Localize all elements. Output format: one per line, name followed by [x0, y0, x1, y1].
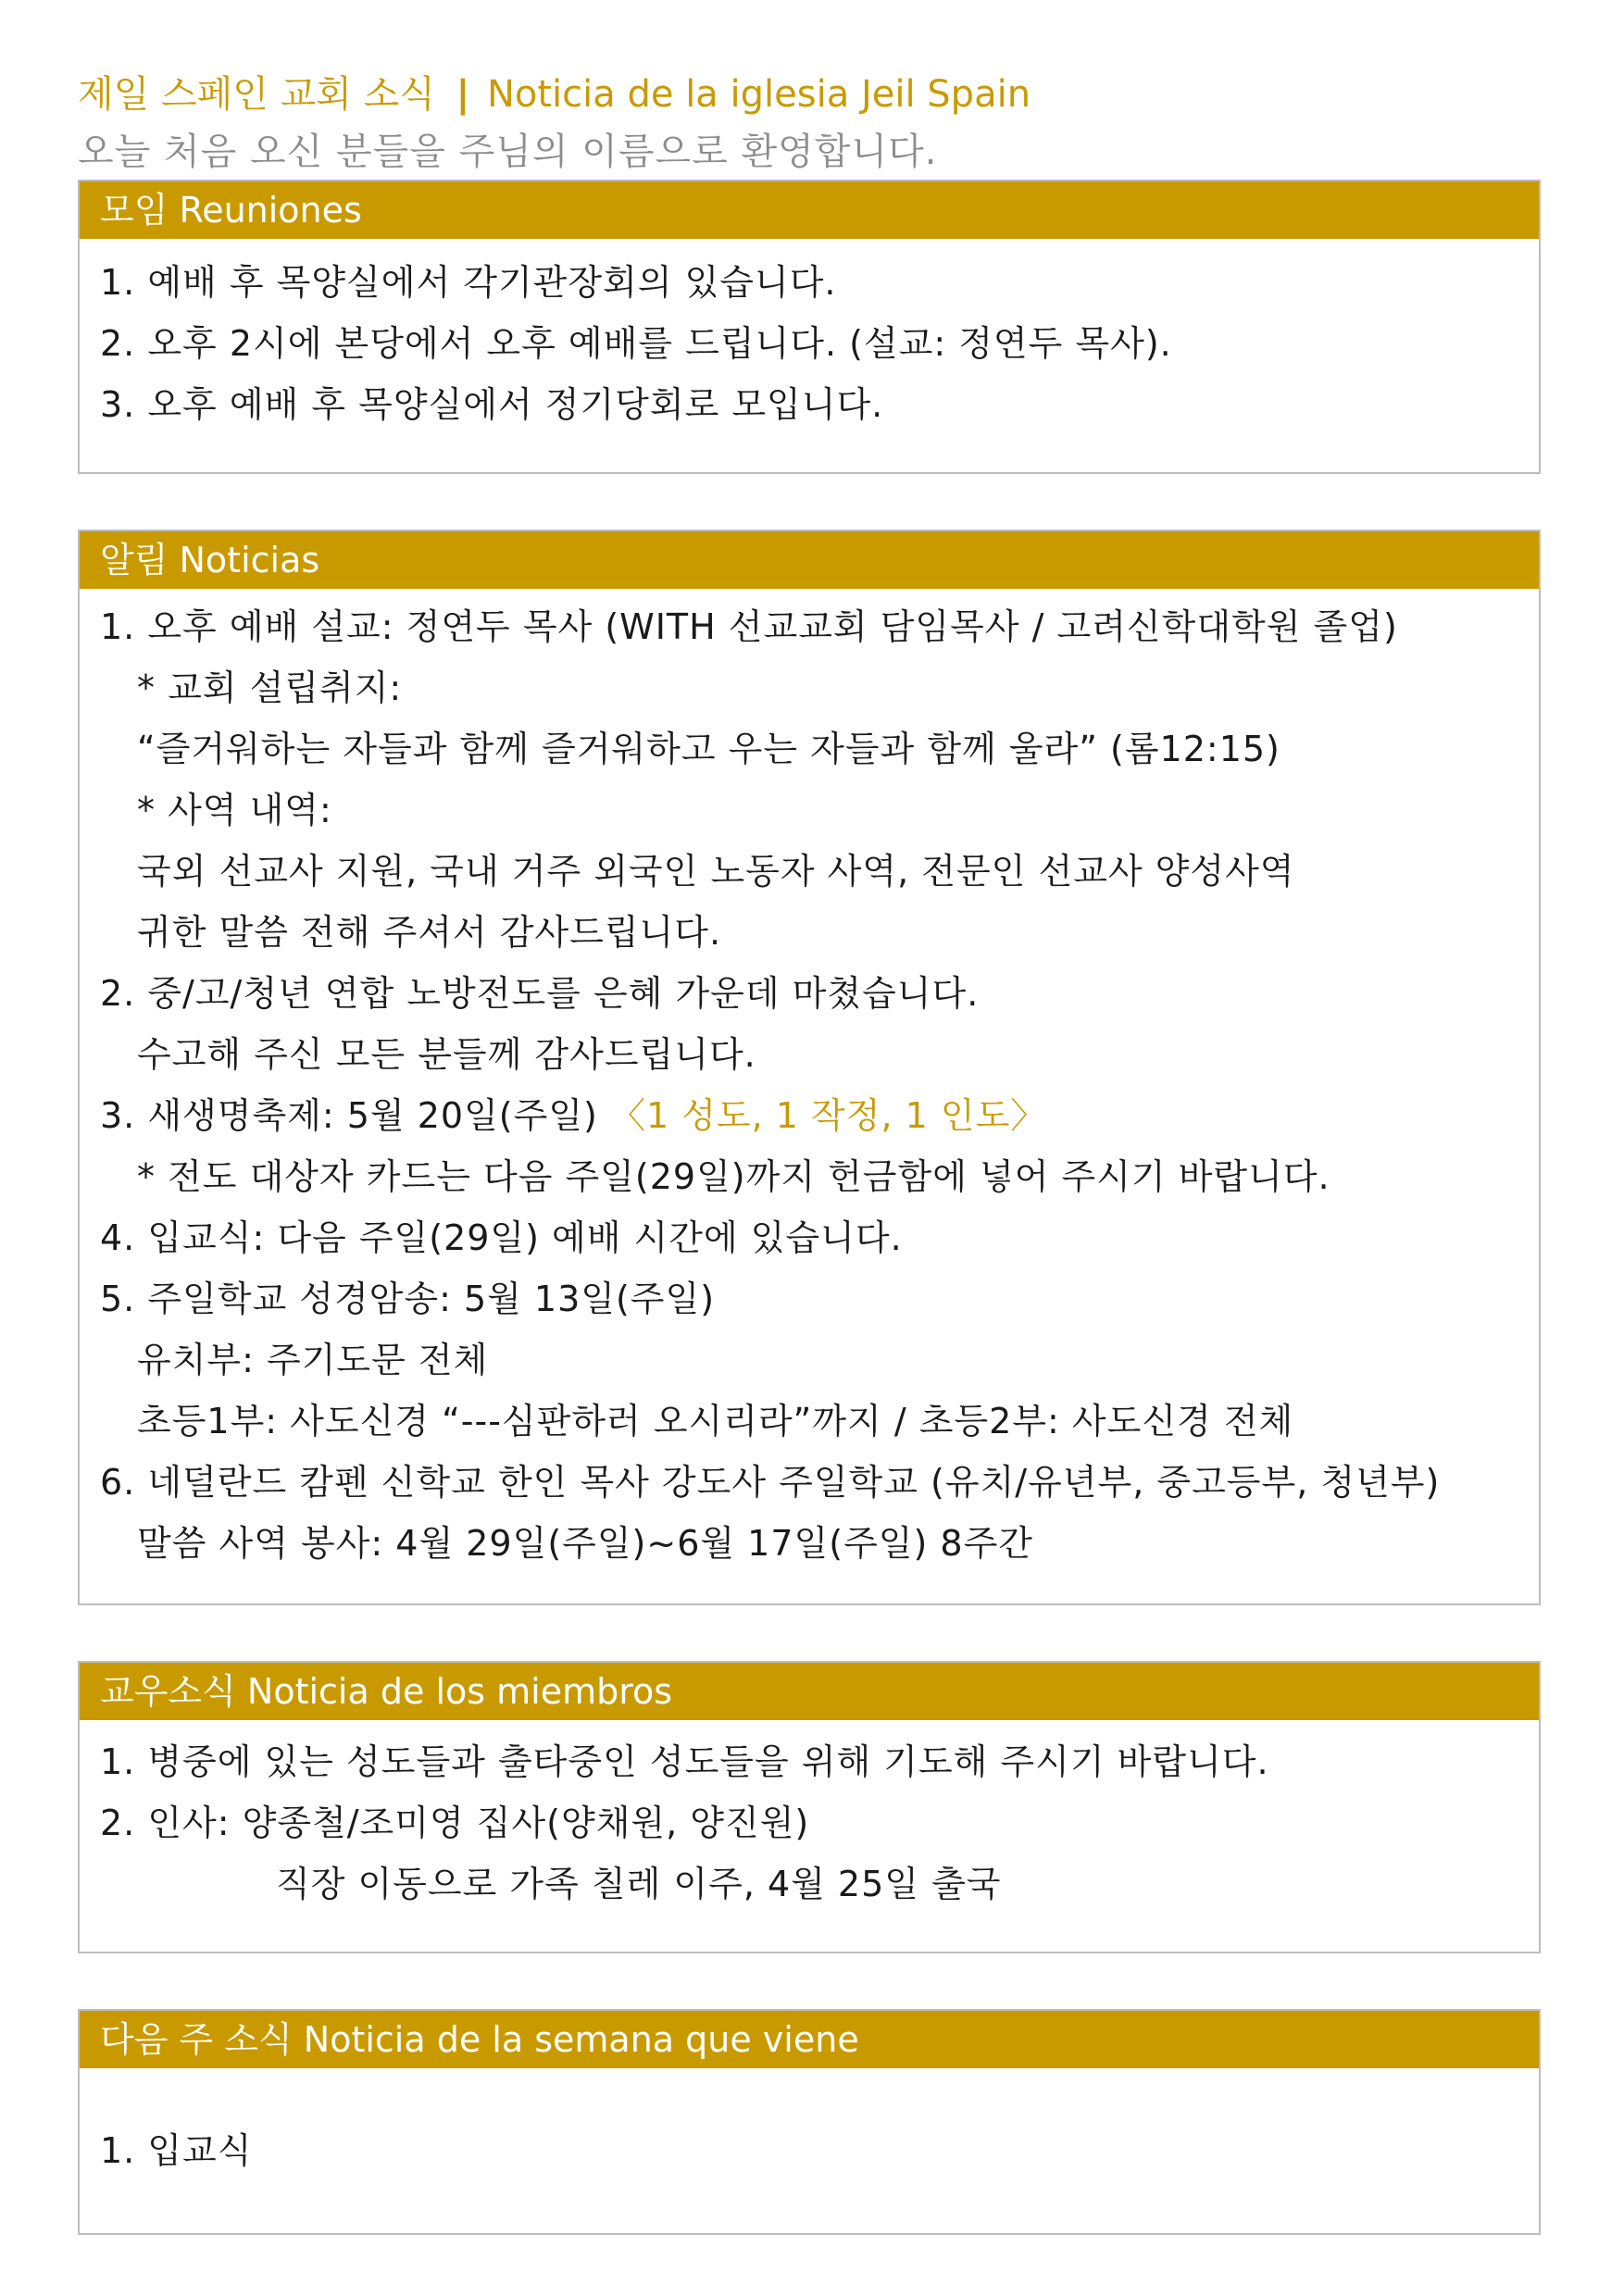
list-item: 2. 중/고/청년 연합 노방전도를 은혜 가운데 마쳤습니다. [100, 973, 980, 1014]
list-item: 초등1부: 사도신경 “---심판하러 오시리라”까지 / 초등2부: 사도신경 전체 [137, 1401, 1294, 1441]
section-noticias [78, 530, 1541, 1605]
title-korean: 제일 스페인 교회 소식 [78, 73, 435, 116]
list-item: “즐거워하는 자들과 함께 즐거워하고 우는 자들과 함께 울라” (롬12:15) [137, 729, 1280, 769]
list-item: 1. 입교식 [100, 2130, 253, 2171]
list-item: * 전도 대상자 카드는 다음 주일(29일)까지 헌금함에 넣어 주시기 바랍니다. [137, 1156, 1330, 1197]
section-heading-reuniones: 모임 Reuniones [80, 181, 1539, 239]
section-heading-miembros: 교우소식 Noticia de los miembros [80, 1663, 1539, 1720]
list-item: * 사역 내역: [137, 790, 332, 830]
list-item: 직장 이동으로 가족 칠레 이주, 4월 25일 출국 [276, 1864, 1002, 1904]
list-item: 6. 네덜란드 캄펜 신학교 한인 목사 강도사 주일학교 (유치/유년부, 중고등부, 청년부) [100, 1462, 1441, 1503]
festival-slogan: 〈1 성도, 1 작정, 1 인도〉 [609, 1095, 1047, 1136]
festival-date-text: 3. 새생명축제: 5월 20일(주일) [100, 1095, 598, 1136]
bulletin-title [78, 65, 1031, 118]
section-miembros [78, 1661, 1541, 1953]
section-body-noticias [80, 589, 1539, 1574]
list-item: 1. 오후 예배 설교: 정연두 목사 (WITH 선교교회 담임목사 / 고려신학대학원 졸업) [100, 606, 1398, 647]
list-item: 2. 오후 2시에 본당에서 오후 예배를 드립니다. (설교: 정연두 목사). [100, 323, 1172, 364]
list-item: 귀한 말씀 전해 주셔서 감사드립니다. [137, 912, 722, 953]
list-item: 4. 입교식: 다음 주일(29일) 예배 시간에 있습니다. [100, 1217, 903, 1258]
section-body-reuniones [80, 239, 1539, 435]
list-item: 국외 선교사 지원, 국내 거주 외국인 노동자 사역, 전문인 선교사 양성사역 [137, 851, 1295, 892]
section-heading-semana: 다음 주 소식 Noticia de la semana que viene [80, 2011, 1539, 2068]
list-item: 유치부: 주기도문 전체 [137, 1340, 489, 1380]
list-item: 3. 오후 예배 후 목양실에서 정기당회로 모입니다. [100, 384, 884, 425]
list-item: 말씀 사역 봉사: 4월 29일(주일)~6월 17일(주일) 8주간 [137, 1523, 1033, 1564]
section-body-semana [80, 2068, 1539, 2181]
welcome-subtitle: 오늘 처음 오신 분들을 주님의 이름으로 환영합니다. [78, 131, 938, 173]
section-body-miembros [80, 1720, 1539, 1915]
title-spanish: Noticia de la iglesia Jeil Spain [486, 73, 1031, 116]
list-item: 2. 인사: 양종철/조미영 집사(양채원, 양진원) [100, 1803, 810, 1843]
list-item: 1. 예배 후 목양실에서 각기관장회의 있습니다. [100, 262, 837, 303]
list-item: 5. 주일학교 성경암송: 5월 13일(주일) [100, 1279, 716, 1319]
section-heading-noticias: 알림 Noticias [80, 531, 1539, 589]
list-item [100, 1085, 1520, 1146]
section-reuniones [78, 180, 1541, 474]
list-item: 1. 병중에 있는 성도들과 출타중인 성도들을 위해 기도해 주시기 바랍니다. [100, 1741, 1269, 1782]
section-semana [78, 2009, 1541, 2235]
list-item: * 교회 설립취지: [137, 668, 403, 708]
list-item: 수고해 주신 모든 분들께 감사드립니다. [137, 1034, 756, 1075]
title-separator: | [456, 73, 470, 116]
